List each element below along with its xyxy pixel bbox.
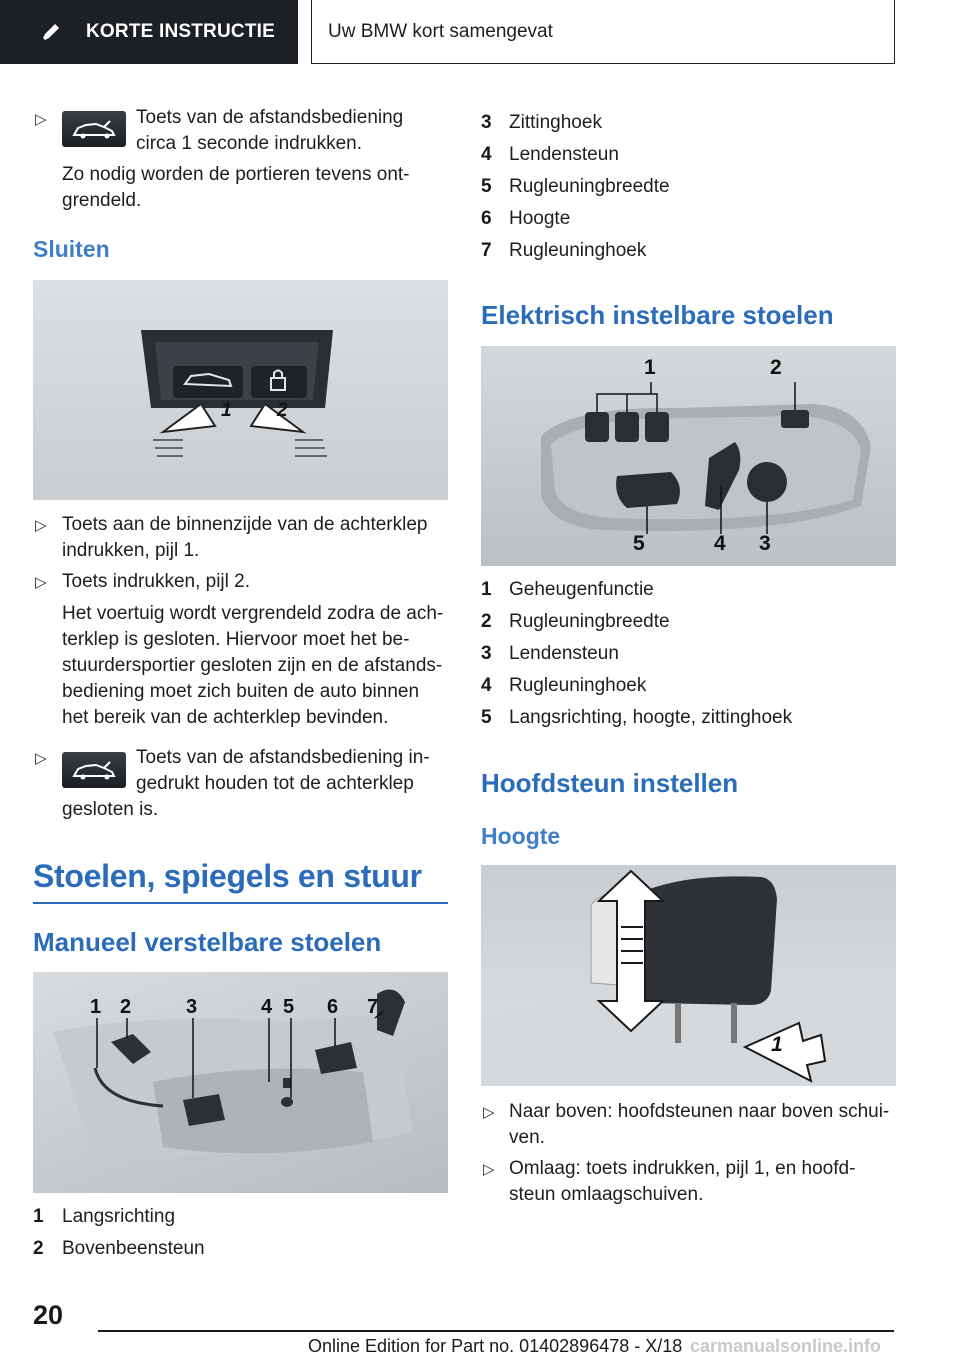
manual-item-num: 6 xyxy=(481,208,492,229)
bullet-triangle-icon: ▷ xyxy=(483,1104,495,1121)
trunk-buttons-figure xyxy=(33,280,448,500)
figure-label-1: 1 xyxy=(221,400,232,421)
section-tab-label: KORTE INSTRUCTIE xyxy=(86,21,275,42)
figure-label-5: 5 xyxy=(633,532,645,555)
remote-step2-line1: Toets van de afstandsbediening in- xyxy=(136,747,430,768)
manual-item-label: Lendensteun xyxy=(509,144,619,165)
step1-line1: Toets aan de binnenzijde van de achterklep xyxy=(62,514,428,535)
figure-label-2: 2 xyxy=(277,400,288,421)
electric-item-label: Rugleuningbreedte xyxy=(509,611,670,632)
page-number: 20 xyxy=(33,1300,64,1330)
headrest-step1-line2: ven. xyxy=(509,1127,545,1148)
step2-line1: Toets indrukken, pijl 2. xyxy=(62,571,250,592)
figure-label-1: 1 xyxy=(771,1033,783,1056)
remote-note-line1: Zo nodig worden de portieren tevens ont- xyxy=(62,164,410,185)
height-heading: Hoogte xyxy=(481,823,561,849)
bullet-triangle-icon: ▷ xyxy=(35,574,47,591)
electric-item-label: Langsrichting, hoogte, zittinghoek xyxy=(509,707,793,728)
breadcrumb-label: Uw BMW kort samengevat xyxy=(328,20,553,42)
figure-label-7: 7 xyxy=(367,996,379,1018)
manual-item-num: 2 xyxy=(33,1238,44,1259)
electric-item-num: 3 xyxy=(481,643,492,664)
bullet-triangle-icon: ▷ xyxy=(35,111,47,128)
footer-rule xyxy=(98,1330,894,1332)
electric-heading: Elektrisch instelbare stoelen xyxy=(481,300,834,330)
bullet-triangle-icon: ▷ xyxy=(35,750,47,767)
manual-heading: Manueel verstelbare stoelen xyxy=(33,927,382,957)
manual-item-label: Langsrichting xyxy=(62,1206,176,1227)
figure-label-4: 4 xyxy=(261,996,273,1018)
electric-item-label: Lendensteun xyxy=(509,643,619,664)
remote-trunk-button-icon xyxy=(62,111,126,147)
electric-item-num: 4 xyxy=(481,675,492,696)
figure-label-4: 4 xyxy=(714,532,726,555)
manual-item-num: 3 xyxy=(481,112,492,133)
watermark-logo: carmanualsonline.info xyxy=(690,1336,882,1356)
headrest-step1-line1: Naar boven: hoofdsteunen naar boven schui- xyxy=(509,1101,890,1122)
bullet-triangle-icon: ▷ xyxy=(483,1161,495,1178)
step2-detail-line3: stuurdersportier gesloten zijn en de afstands- xyxy=(62,655,443,676)
figure-label-1: 1 xyxy=(644,356,656,379)
wrench-icon xyxy=(42,23,60,41)
figure-label-3: 3 xyxy=(186,996,198,1018)
electric-item-num: 5 xyxy=(481,707,492,728)
electric-item-num: 1 xyxy=(481,579,492,600)
remote-step2-line2: gedrukt houden tot de achterklep xyxy=(136,773,414,794)
manual-item-num: 5 xyxy=(481,176,492,197)
sluiten-heading: Sluiten xyxy=(33,236,110,262)
remote-step-line2: circa 1 seconde indrukken. xyxy=(136,133,363,154)
step2-detail-line1: Het voertuig wordt vergrendeld zodra de ach- xyxy=(62,603,444,624)
manual-item-num: 7 xyxy=(481,240,492,261)
electric-item-label: Rugleuninghoek xyxy=(509,675,647,696)
headrest-step2-line1: Omlaag: toets indrukken, pijl 1, en hoofd- xyxy=(509,1158,856,1179)
manual-item-label: Bovenbeensteun xyxy=(62,1238,205,1259)
electric-item-num: 2 xyxy=(481,611,492,632)
manual-seat-figure xyxy=(33,972,448,1193)
manual-item-label: Zittinghoek xyxy=(509,112,602,133)
section-tab[interactable] xyxy=(0,0,298,64)
bullet-triangle-icon: ▷ xyxy=(35,517,47,534)
manual-item-label: Hoogte xyxy=(509,208,571,229)
figure-label-2: 2 xyxy=(120,996,132,1018)
figure-label-6: 6 xyxy=(327,996,339,1018)
remote-note-line2: grendeld. xyxy=(62,190,142,211)
step1-line2: indrukken, pijl 1. xyxy=(62,540,200,561)
headrest-step2-line2: steun omlaagschuiven. xyxy=(509,1184,704,1205)
step2-detail-line4: bediening moet zich buiten de auto binnen xyxy=(62,681,420,702)
remote-trunk-button-icon xyxy=(62,752,126,788)
step2-detail-line2: terklep is gesloten. Hiervoor moet het be- xyxy=(62,629,410,650)
footer-edition: Online Edition for Part no. 01402896478 - X/18 xyxy=(308,1336,683,1356)
remote-step2-line3: gesloten is. xyxy=(62,799,159,820)
main-heading-rule xyxy=(33,902,448,904)
breadcrumb xyxy=(311,0,895,64)
remote-step-line1: Toets van de afstandsbediening xyxy=(136,107,404,128)
manual-item-num: 4 xyxy=(481,144,492,165)
figure-label-2: 2 xyxy=(770,356,782,379)
manual-item-label: Rugleuninghoek xyxy=(509,240,647,261)
manual-item-label: Rugleuningbreedte xyxy=(509,176,670,197)
figure-label-1: 1 xyxy=(90,996,102,1018)
figure-label-3: 3 xyxy=(759,532,771,555)
electric-item-label: Geheugenfunctie xyxy=(509,579,654,600)
electric-seat-figure xyxy=(481,346,896,566)
main-heading: Stoelen, spiegels en stuur xyxy=(33,858,422,894)
step2-detail-line5: het bereik van de achterklep bevinden. xyxy=(62,707,389,728)
manual-item-num: 1 xyxy=(33,1206,44,1227)
headrest-heading: Hoofdsteun instellen xyxy=(481,768,739,798)
headrest-figure xyxy=(481,865,896,1086)
figure-label-5: 5 xyxy=(283,996,295,1018)
